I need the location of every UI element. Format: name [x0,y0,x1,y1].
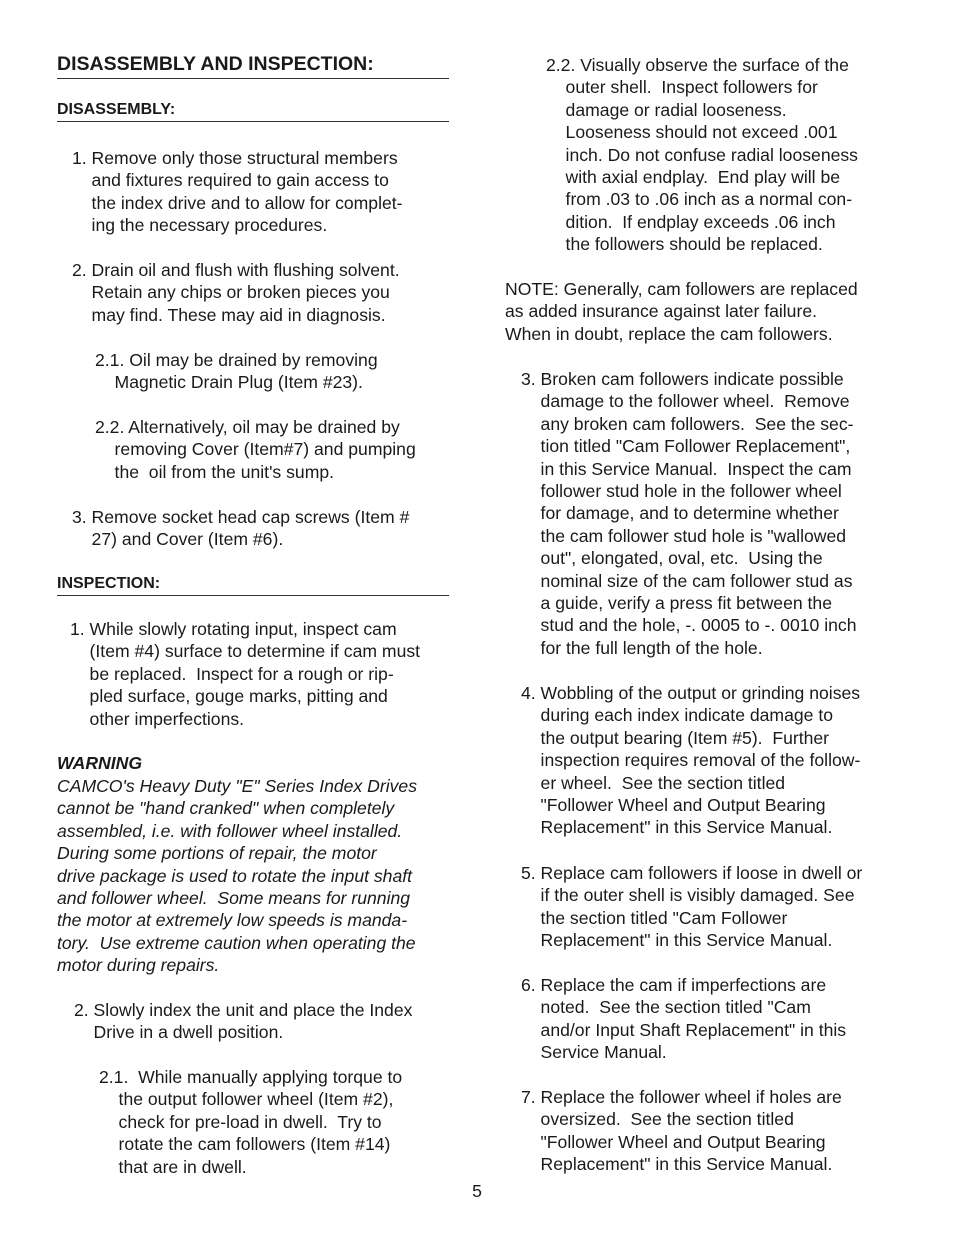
disassembly-step-2-2: 2.2. Alternatively, oil may be drained by removing Cover (Item#7) and pumping the oil from the unit's sump. [95,417,416,482]
warning-title: WARNING [57,753,143,773]
disassembly-step-1: 1. Remove only those structural members and fixtures required to gain access to the index drive and to allow for complet- ing the necessary procedures. [72,148,403,236]
disassembly-step-2-1: 2.1. Oil may be drained by removing Magnetic Drain Plug (Item #23). [95,350,378,393]
disassembly-step-2: 2. Drain oil and flush with flushing solvent. Retain any chips or broken pieces you may find. These may aid in diagnosis. [72,260,400,325]
inspection-step-2: 2. Slowly index the unit and place the Index Drive in a dwell position. [74,1000,413,1043]
page-number: 5 [472,1181,482,1201]
disassembly-step-3: 3. Remove socket head cap screws (Item # 27) and Cover (Item #6). [72,507,410,550]
inspection-step-3: 3. Broken cam followers indicate possible damage to the follower wheel. Remove any broken cam followers. See the sec- tion titled "Cam Follower Replacement", in this Service Manual. Inspect the cam follower stud hole in the follower wheel for damage, and to determine whether the cam follower stud hole is "wallowed out", elongated, oval, etc. Using the nominal size of the cam follower stud as a guide, verify a press fit between the stud and the hole, -. 0005 to -. 0010 inch for the full length of the hole. [521,369,857,658]
inspection-heading: INSPECTION: [57,575,449,596]
inspection-step-5: 5. Replace cam followers if loose in dwell or if the outer shell is visibly damaged. See the section titled "Cam Follower Replacement" in this Service Manual. [521,863,863,951]
page-title: DISASSEMBLY AND INSPECTION: [57,52,449,79]
inspection-step-6: 6. Replace the cam if imperfections are noted. See the section titled "Cam and/or Input Shaft Replacement" in this Service Manual. [521,975,847,1063]
note-paragraph: NOTE: Generally, cam followers are replaced as added insurance against later failure. When in doubt, replace the cam followers. [505,279,858,344]
inspection-step-4: 4. Wobbling of the output or grinding noises during each index indicate damage to the output bearing (Item #5). Further inspection requires removal of the follow- er wheel. See the section titled "Follower Wheel and Output Bearing Replacement" in this Service Manual. [521,683,861,838]
inspection-step-2-1: 2.1. While manually applying torque to the output follower wheel (Item #2), check for pre-load in dwell. Try to rotate the cam followers (Item #14) that are in dwell. [99,1067,403,1177]
inspection-step-1: 1. While slowly rotating input, inspect cam (Item #4) surface to determine if cam must be replaced. Inspect for a rough or rip- pled surface, gouge marks, pitting and other imperfections. [70,619,421,729]
inspection-step-7: 7. Replace the follower wheel if holes are oversized. See the section titled "Follower Wheel and Output Bearing Replacement" in this Service Manual. [521,1087,842,1175]
disassembly-heading: DISASSEMBLY: [57,101,449,122]
inspection-step-2-2: 2.2. Visually observe the surface of the outer shell. Inspect followers for damage or radial looseness. Looseness should not exceed .001 inch. Do not confuse radial looseness with axial endplay. End play will be from .03 to .06 inch as a normal con- dition. If endplay exceeds .06 inch the followers should be replaced. [546,55,858,255]
warning-body: CAMCO's Heavy Duty "E" Series Index Drives cannot be "hand cranked" when completely assembled, i.e. with follower wheel installed. During some portions of repair, the motor drive package is used to rotate the input shaft and follower wheel. Some means for running the motor at extremely low speeds is manda- tory. Use extreme caution when operating the motor during repairs. [57,776,418,976]
